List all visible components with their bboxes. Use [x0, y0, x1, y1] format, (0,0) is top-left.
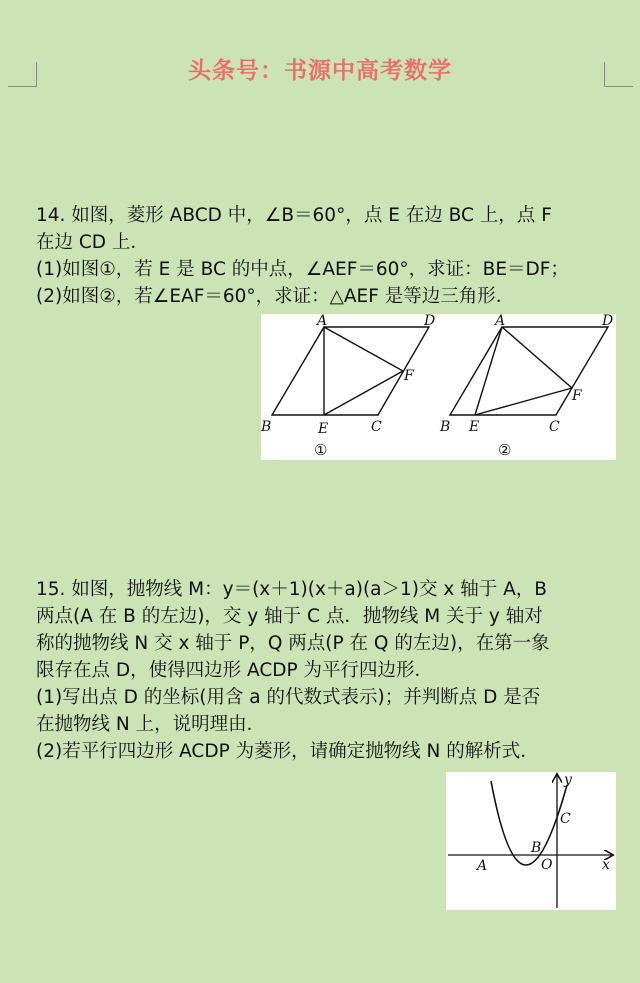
figure-caption-1: ① — [314, 441, 328, 459]
label-a-2: A — [495, 314, 506, 329]
figure-caption-2: ② — [498, 441, 512, 459]
rhombus-abcd-2 — [450, 327, 608, 415]
problem-14 — [36, 202, 620, 310]
parabola-curve — [491, 781, 567, 865]
label-y: y — [564, 772, 572, 788]
problem-14-line: 在边 CD 上． — [36, 232, 149, 253]
problem-15-line: 两点(A 在 B 的左边)，交 y 轴于 C 点．抛物线 M 关于 y 轴对 — [36, 606, 543, 627]
label-e-1: E — [318, 421, 329, 437]
problem-15-line: 称的抛物线 N 交 x 轴于 P，Q 两点(P 在 Q 的左边)，在第一象 — [36, 633, 550, 654]
label-c-2: C — [549, 419, 560, 435]
problem-14-line: (2)如图②，若∠EAF＝60°，求证：△AEF 是等边三角形． — [36, 286, 515, 307]
label-e-2: E — [469, 419, 480, 435]
problem-15 — [36, 576, 620, 765]
segment-ef-2 — [475, 388, 572, 415]
label-b-1: B — [261, 419, 272, 435]
label-a: A — [477, 858, 488, 874]
problem-15-figure — [446, 772, 616, 910]
segment-ae-2 — [475, 327, 502, 415]
label-c-1: C — [371, 419, 382, 435]
problem-14-line: (1)如图①，若 E 是 BC 的中点，∠AEF＝60°，求证：BE＝DF； — [36, 259, 569, 280]
problem-14-figure — [261, 314, 616, 460]
label-x: x — [602, 857, 610, 873]
segment-af-1 — [324, 327, 403, 371]
problem-15-line: (1)写出点 D 的坐标(用含 a 的代数式表示)；并判断点 D 是否 — [36, 687, 541, 708]
problem-15-line: 在抛物线 N 上，说明理由． — [36, 714, 266, 735]
label-o: O — [541, 857, 553, 873]
parabola-diagram — [446, 772, 616, 910]
label-f-1: F — [404, 368, 414, 384]
label-c: C — [560, 811, 571, 827]
label-d-2: D — [602, 314, 614, 329]
label-d-1: D — [424, 314, 436, 329]
problem-15-line: 15. 如图，抛物线 M：y＝(x＋1)(x＋a)(a＞1)交 x 轴于 A，B — [36, 579, 547, 600]
rhombus-diagrams — [261, 314, 616, 460]
page-header-title: 头条号：书源中高考数学 — [188, 58, 452, 84]
problem-15-line: (2)若平行四边形 ACDP 为菱形，请确定抛物线 N 的解析式． — [36, 741, 539, 762]
problem-15-line: 限存在点 D，使得四边形 ACDP 为平行四边形． — [36, 660, 434, 681]
problem-14-line: 14. 如图，菱形 ABCD 中，∠B＝60°，点 E 在边 BC 上，点 F — [36, 205, 552, 226]
label-a-1: A — [317, 314, 328, 329]
label-b: B — [531, 840, 542, 856]
label-b-2: B — [440, 419, 451, 435]
segment-af-2 — [502, 327, 572, 388]
label-f-2: F — [572, 388, 582, 404]
